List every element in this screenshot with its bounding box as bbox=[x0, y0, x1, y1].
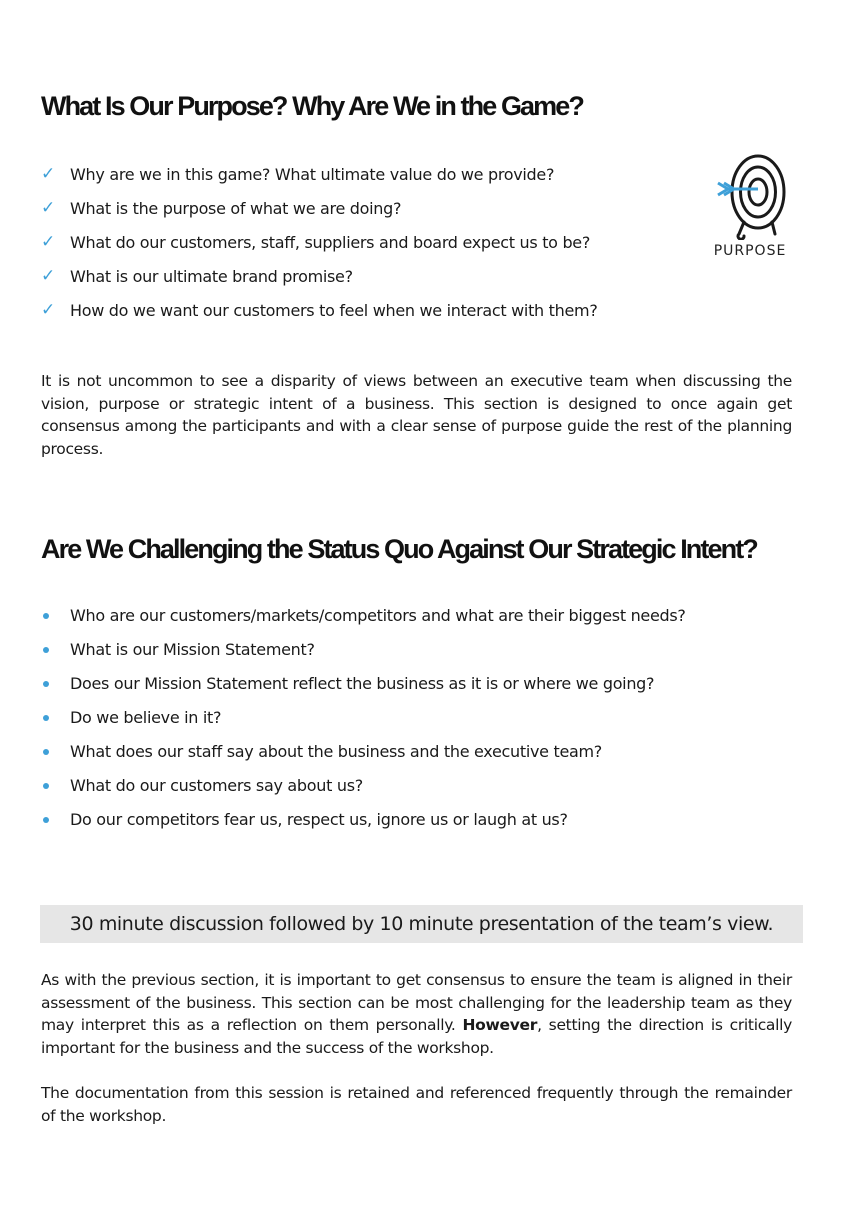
checkmark-icon: ✓ bbox=[41, 164, 55, 184]
bullet-icon bbox=[43, 647, 49, 653]
list-item-text: Who are our customers/markets/competitors and what are their biggest needs? bbox=[70, 606, 686, 625]
discussion-banner: 30 minute discussion followed by 10 minute presentation of the team’s view. bbox=[40, 905, 803, 943]
purpose-illustration bbox=[704, 152, 796, 259]
list-item bbox=[41, 266, 598, 300]
list-item-text: What is the purpose of what we are doing? bbox=[70, 199, 402, 218]
list-item-text: What do our customers, staff, suppliers and board expect us to be? bbox=[70, 233, 591, 252]
consensus-paragraph bbox=[41, 969, 792, 1059]
paragraph-text: As with the previous section, it is important to get consensus to ensure the team is aligned in their assessment of the business. This section can be most challenging for the leadership team as they may interpret this as a reflection on them personally. bbox=[41, 971, 792, 1034]
list-item bbox=[41, 605, 686, 639]
list-item-text: Do we believe in it? bbox=[70, 708, 222, 727]
section-heading-status-quo: Are We Challenging the Status Quo Against Our Strategic Intent? bbox=[41, 534, 757, 564]
list-item bbox=[41, 809, 686, 843]
list-item-text: What is our Mission Statement? bbox=[70, 640, 315, 659]
bullet-icon bbox=[43, 783, 49, 789]
section-heading-purpose: What Is Our Purpose? Why Are We in the Game? bbox=[41, 91, 583, 121]
list-item-text: Do our competitors fear us, respect us, ignore us or laugh at us? bbox=[70, 810, 568, 829]
list-item-text: What is our ultimate brand promise? bbox=[70, 267, 353, 286]
list-item-text: Why are we in this game? What ultimate value do we provide? bbox=[70, 165, 555, 184]
list-item bbox=[41, 639, 686, 673]
list-item bbox=[41, 164, 598, 198]
bullet-icon bbox=[43, 817, 49, 823]
list-item bbox=[41, 741, 686, 775]
list-item bbox=[41, 232, 598, 266]
documentation-paragraph: The documentation from this session is retained and referenced frequently through the remainder of the workshop. bbox=[41, 1084, 792, 1125]
emphasis-text: However bbox=[462, 1016, 538, 1034]
purpose-question-list bbox=[41, 164, 598, 334]
checkmark-icon: ✓ bbox=[41, 198, 55, 218]
paragraph-text: , setting the direction is critically important for the business and the success of the workshop. bbox=[41, 1016, 793, 1057]
checkmark-icon: ✓ bbox=[41, 300, 55, 320]
purpose-paragraph: It is not uncommon to see a disparity of views between an executive team when discussing the vision, purpose or strategic intent of a business. This section is designed to once again get consensus among the participants and with a clear sense of purpose guide the rest of the planning process. bbox=[41, 372, 792, 458]
list-item bbox=[41, 673, 686, 707]
list-item-text: What do our customers say about us? bbox=[70, 776, 363, 795]
bullet-icon bbox=[43, 681, 49, 687]
purpose-label: PURPOSE bbox=[713, 243, 787, 259]
list-item bbox=[41, 300, 598, 334]
list-item bbox=[41, 775, 686, 809]
list-item-text: What does our staff say about the business and the executive team? bbox=[70, 742, 602, 761]
checkmark-icon: ✓ bbox=[41, 232, 55, 252]
checkmark-icon: ✓ bbox=[41, 266, 55, 286]
target-arrow-icon bbox=[708, 152, 792, 240]
list-item bbox=[41, 707, 686, 741]
bullet-icon bbox=[43, 749, 49, 755]
status-quo-question-list bbox=[41, 605, 686, 843]
list-item-text: How do we want our customers to feel when we interact with them? bbox=[70, 301, 598, 320]
bullet-icon bbox=[43, 715, 49, 721]
bullet-icon bbox=[43, 613, 49, 619]
list-item bbox=[41, 198, 598, 232]
list-item-text: Does our Mission Statement reflect the business as it is or where we going? bbox=[70, 674, 655, 693]
